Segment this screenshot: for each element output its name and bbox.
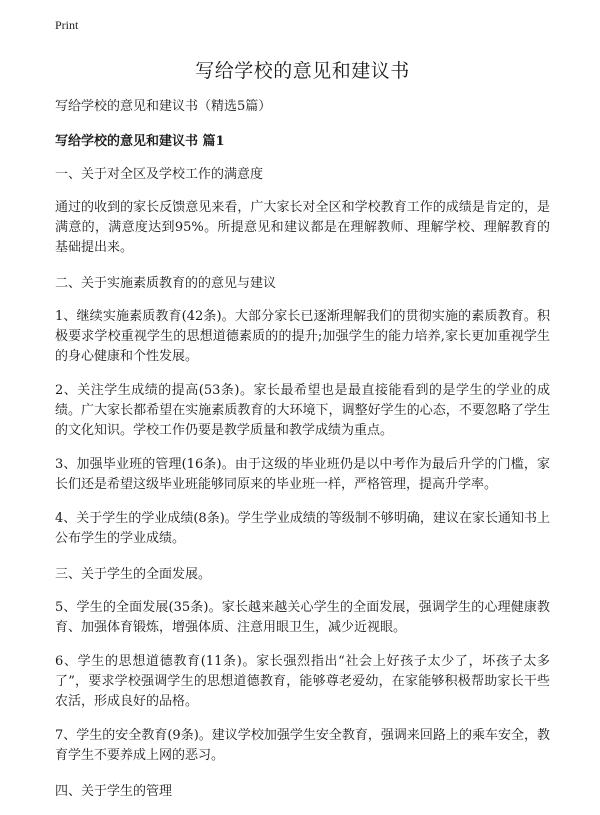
paragraph-item-3: 3、加强毕业班的管理(16条)。由于这级的毕业班仍是以中考作为最后升学的门槛，家长们还是希望这级毕业班能够同原来的毕业班一样，严格管理，提高升学率。 (55, 457, 550, 492)
document-subtitle: 写给学校的意见和建议书（精选5篇） (55, 99, 272, 114)
article-title: 写给学校的意见和建议书 篇1 (55, 134, 225, 149)
paragraph-item-2: 2、关注学生成绩的提高(53条)。家长最希望也是最直接能看到的是学生的学业的成绩。广大家长都希望在实施素质教育的大环境下，调整好学生的心态，不要忽略了学生的文化知识。学校工作仍要是教学质量和教学成绩为重点。 (55, 383, 550, 438)
document-body (55, 56, 550, 815)
section-heading-2: 二、关于实施素质教育的的意见与建议 (55, 276, 277, 291)
paragraph-item-4: 4、关于学生的学业成绩(8条)。学生学业成绩的等级制不够明确，建议在家长通知书上公布学生的学业成绩。 (55, 511, 550, 546)
section-heading-4: 四、关于学生的管理 (55, 784, 173, 799)
section-heading-3: 三、关于学生的全面发展。 (55, 567, 212, 582)
document-title: 写给学校的意见和建议书 (195, 60, 410, 82)
paragraph-item-6: 6、学生的思想道德教育(11条)。家长强烈指出“社会上好孩子太少了，坏孩子太多了”，要求学校强调学生的思想道德教育，能够尊老爱幼，在家能够积极帮助家长干些农活，形成良好的品格。 (55, 654, 550, 709)
paragraph-satisfaction: 通过的收到的家长反馈意见来看，广大家长对全区和学校教育工作的成绩是肯定的，是满意的，满意度达到95%。所提意见和建议都是在理解教师、理解学校、理解教育的基础提出来。 (55, 200, 550, 255)
section-heading-1: 一、关于对全区及学校工作的满意度 (55, 167, 264, 182)
paragraph-item-1: 1、继续实施素质教育(42条)。大部分家长已逐渐理解我们的贯彻实施的素质教育。积极要求学校重视学生的思想道德素质的的提升;加强学生的能力培养,家长更加重视学生的身心健康和个性发展。 (55, 309, 550, 364)
print-label: Print (55, 18, 79, 32)
paragraph-item-7: 7、学生的安全教育(9条)。建议学校加强学生安全教育，强调来回路上的乘车安全，教育学生不要养成上网的恶习。 (55, 728, 550, 763)
paragraph-item-5: 5、学生的全面发展(35条)。家长越来越关心学生的全面发展，强调学生的心理健康教育、加强体育锻炼，增强体质、注意用眼卫生，减少近视眼。 (55, 600, 550, 635)
